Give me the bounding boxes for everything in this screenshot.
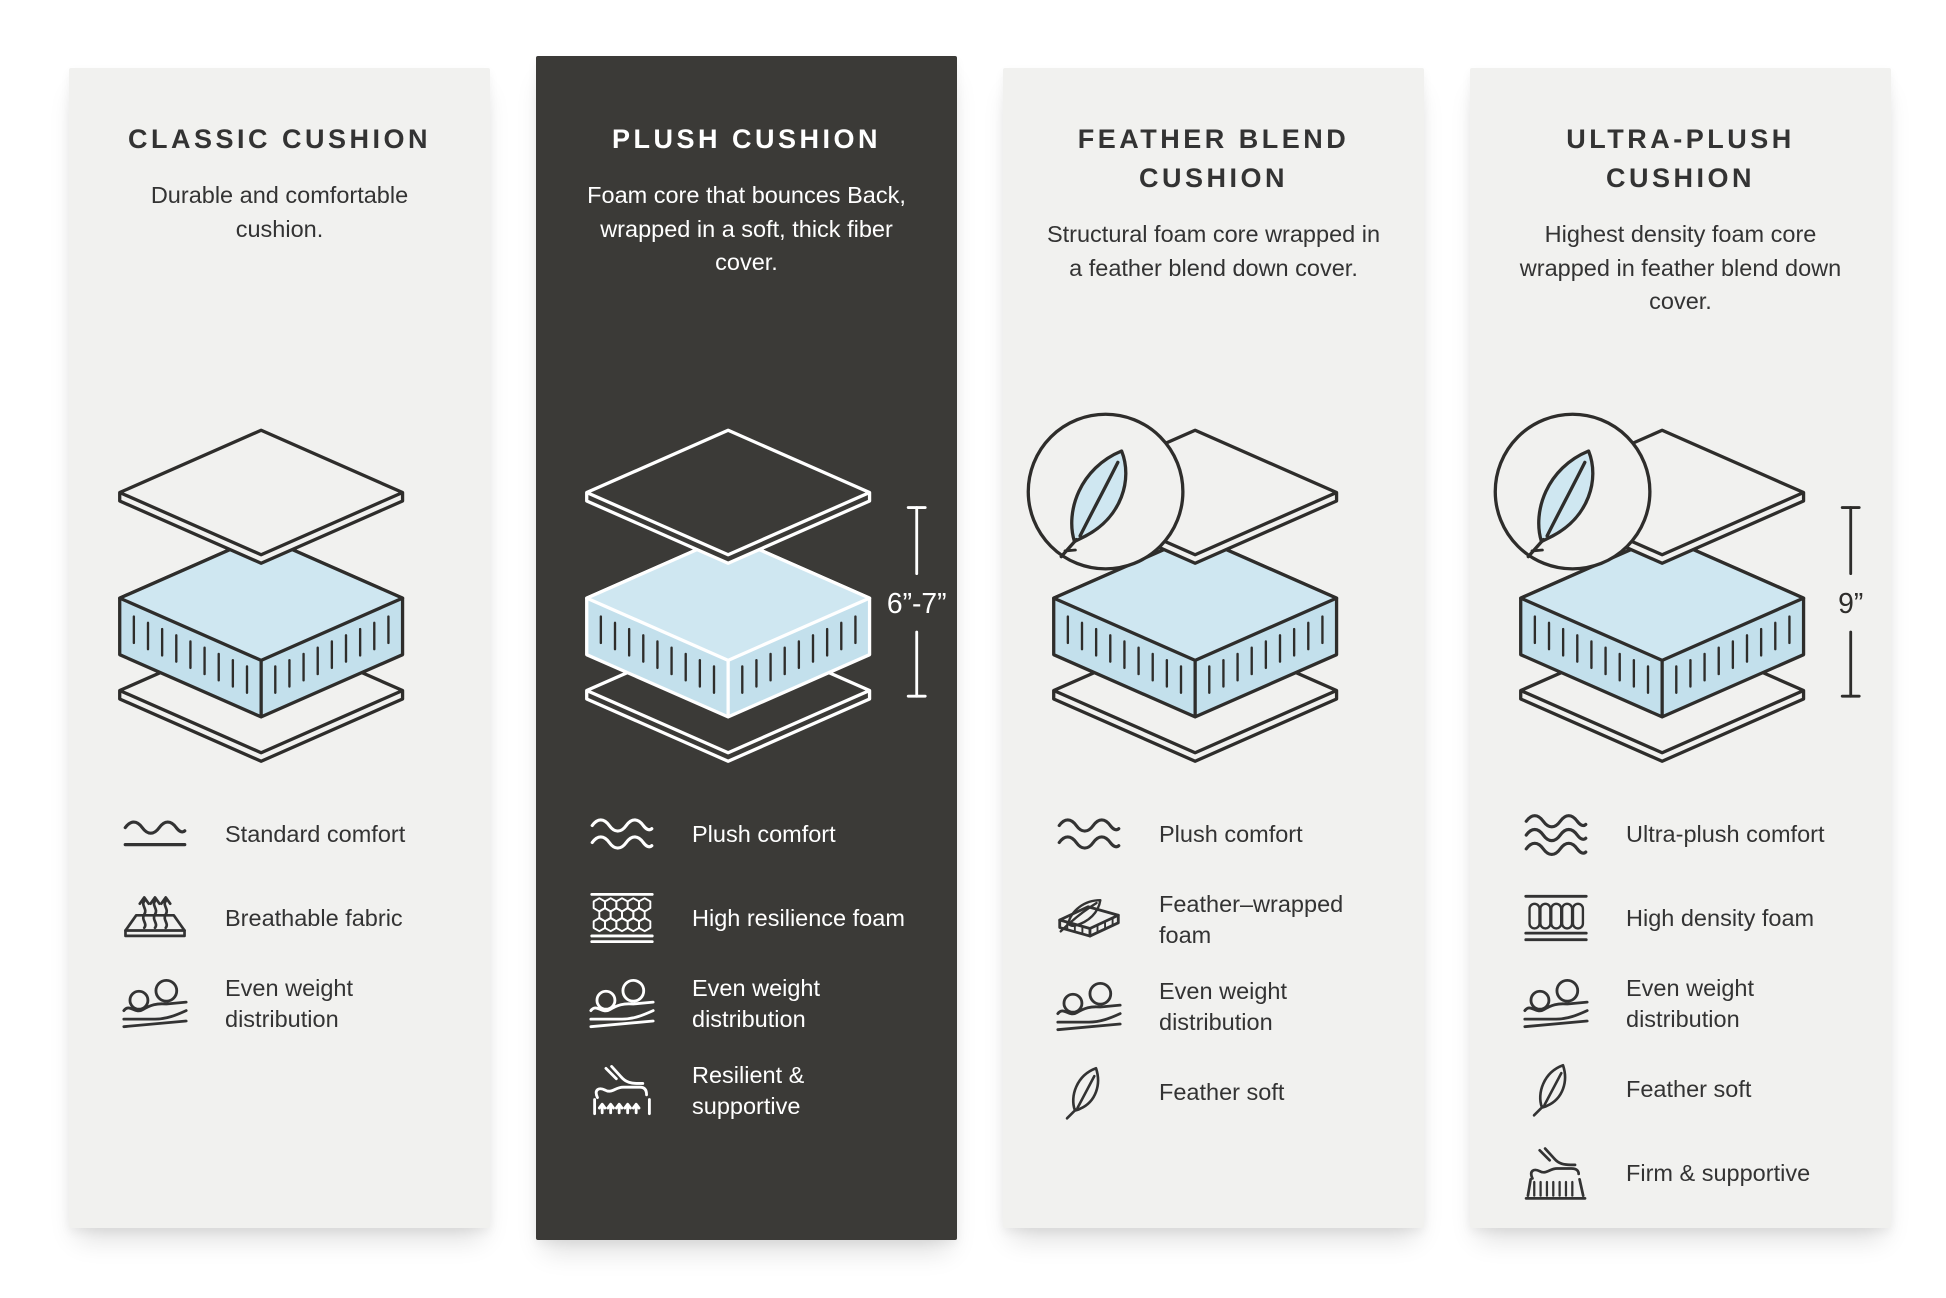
feature-label: Firm & supportive (1626, 1159, 1811, 1186)
card-title: CLASSIC CUSHION (127, 124, 431, 154)
card-title: FEATHER BLEND CUSHION (1077, 124, 1350, 194)
even-weight-icon (1522, 975, 1590, 1033)
feature-label: High density foam (1626, 904, 1815, 931)
cushion-layers-diagram (549, 402, 945, 779)
cushion-card-ultra-plush (1470, 68, 1891, 1228)
wave-triple-icon (1522, 805, 1590, 863)
card-title: ULTRA-PLUSH CUSHION (1566, 124, 1795, 194)
height-dimension (1838, 508, 1863, 697)
card-description: Durable and comfortable cushion. (150, 182, 409, 242)
diagram-container (81, 402, 478, 779)
feature-row (1055, 889, 1412, 950)
feature-label: Ultra-plush comfort (1626, 820, 1825, 847)
feature-row (1055, 1063, 1412, 1121)
card-header (548, 120, 945, 358)
feature-row (1522, 1060, 1879, 1118)
feature-label: Feather soft (1159, 1079, 1285, 1106)
honeycomb-foam-icon (588, 889, 656, 947)
high-density-foam-icon (1522, 889, 1590, 947)
feature-list (1015, 805, 1412, 1121)
feather-badge-icon (1495, 414, 1650, 569)
feather-icon (1055, 1063, 1123, 1121)
feature-list (81, 805, 478, 1034)
feature-row (1522, 973, 1879, 1034)
feature-label: Even weight distribution (225, 975, 354, 1032)
card-header (81, 120, 478, 358)
card-description: Structural foam core wrapped in a feather blend down cover. (1046, 221, 1381, 281)
firm-supportive-icon (1522, 1144, 1590, 1202)
cushion-layers-diagram (1016, 402, 1412, 779)
feature-label: Feather–wrapped foam (1159, 891, 1344, 948)
feather-wrapped-foam-icon (1055, 891, 1123, 949)
wave-double-icon (1055, 805, 1123, 863)
feature-label: High resilience foam (692, 904, 905, 931)
feature-row (121, 889, 478, 947)
even-weight-icon (121, 975, 189, 1033)
card-description: Highest density foam core wrapped in feather blend down cover. (1519, 221, 1842, 314)
card-description: Foam core that bounces Back, wrapped in a soft, thick fiber cover. (587, 182, 906, 275)
top-cover-layer (119, 430, 402, 563)
feature-row (121, 973, 478, 1034)
feature-row (588, 973, 945, 1034)
feature-label: Plush comfort (692, 820, 836, 847)
feature-row (588, 1060, 945, 1121)
height-dimension (886, 508, 946, 697)
wave-double-icon (588, 805, 656, 863)
feature-label: Resilient & supportive (692, 1062, 805, 1119)
feature-label: Plush comfort (1159, 820, 1303, 847)
top-cover-layer (586, 430, 869, 563)
feature-label: Even weight distribution (1626, 975, 1755, 1032)
breathable-fabric-icon (121, 889, 189, 947)
card-title: PLUSH CUSHION (611, 124, 881, 154)
feature-label: Feather soft (1626, 1075, 1752, 1102)
feature-row (1522, 805, 1879, 863)
diagram-container (548, 402, 945, 779)
feature-list (1482, 805, 1879, 1202)
diagram-container (1015, 402, 1412, 779)
cushion-card-feather-blend (1003, 68, 1424, 1228)
feature-label: Even weight distribution (1159, 978, 1288, 1035)
feature-label: Even weight distribution (692, 975, 821, 1032)
dimension-label: 9” (1837, 587, 1863, 620)
feature-row (588, 889, 945, 947)
feature-row (1522, 1144, 1879, 1202)
even-weight-icon (1055, 978, 1123, 1036)
cushion-card-plush (536, 56, 957, 1240)
feature-label: Standard comfort (225, 820, 406, 847)
resilient-supportive-icon (588, 1062, 656, 1120)
card-header (1482, 120, 1879, 358)
feather-badge-icon (1028, 414, 1183, 569)
card-header (1015, 120, 1412, 358)
dimension-label: 6”-7” (886, 587, 947, 620)
cushion-card-classic (69, 68, 490, 1228)
diagram-container (1482, 402, 1879, 779)
feature-row (1055, 805, 1412, 863)
feature-row (121, 805, 478, 863)
feature-row (1055, 976, 1412, 1037)
feather-icon (1522, 1060, 1590, 1118)
even-weight-icon (588, 975, 656, 1033)
wave-single-icon (121, 805, 189, 863)
feature-row (1522, 889, 1879, 947)
feature-label: Breathable fabric (225, 904, 403, 931)
cushion-layers-diagram (1483, 402, 1879, 779)
cushion-layers-diagram (82, 402, 478, 779)
feature-list (548, 805, 945, 1121)
feature-row (588, 805, 945, 863)
